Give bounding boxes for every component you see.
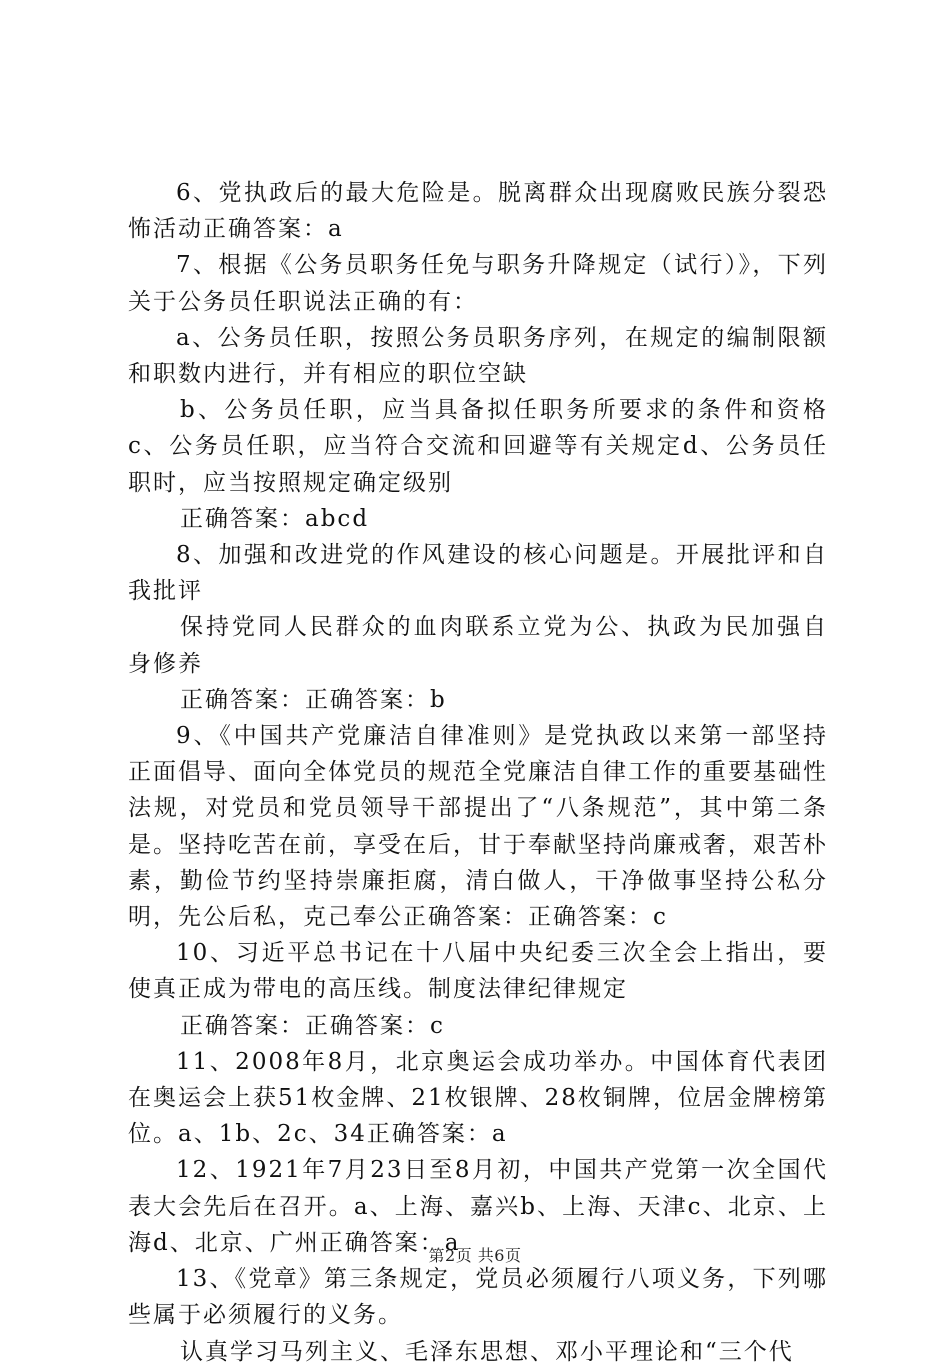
paragraph-q7-options-bcd: b、公务员任职，应当具备拟任职务所要求的条件和资格c、公务员任职，应当符合交流和回避等有关规定d、公务员任职时，应当按照规定确定级别	[128, 397, 828, 496]
paragraph-q7-option-a: a、公务员任职，按照公务员职务序列，在规定的编制限额和职数内进行，并有相应的职位空缺	[128, 324, 828, 388]
paragraph-q7: 7、根据《公务员职务任免与职务升降规定（试行）》，下列关于公务员任职说法正确的有：	[128, 252, 828, 315]
paragraph-q13-option: 认真学习马列主义、毛泽东思想、邓小平理论和“三个代	[180, 1338, 794, 1365]
paragraph-q8-options: 保持党同人民群众的血肉联系立党为公、执政为民加强自身修养	[128, 614, 828, 677]
page-number-footer: 第2页 共6页	[428, 1246, 522, 1265]
paragraph-q13: 13、《党章》第三条规定，党员必须履行八项义务，下列哪些属于必须履行的义务。	[128, 1266, 828, 1329]
paragraph-q11: 11、2008年8月，北京奥运会成功举办。中国体育代表团在奥运会上获51枚金牌、21枚银牌、28枚铜牌，位居金牌榜第位。a、1b、2c、34正确答案：a	[128, 1048, 828, 1148]
paragraph-q6: 6、党执政后的最大危险是。脱离群众出现腐败民族分裂恐怖活动正确答案：a	[128, 180, 828, 243]
document-body	[128, 175, 828, 1370]
paragraph-q12: 12、1921年7月23日至8月初，中国共产党第一次全国代表大会先后在召开。a、上海、嘉兴b、上海、天津c、北京、上海d、北京、广州正确答案：a	[128, 1157, 828, 1256]
paragraph-q7-answer: 正确答案：abcd	[180, 505, 370, 532]
paragraph-q9: 9、《中国共产党廉洁自律准则》是党执政以来第一部坚持正面倡导、面向全体党员的规范全党廉洁自律工作的重要基础性法规，对党员和党员领导干部提出了“八条规范”，其中第二条是。坚持吃苦在前，享受在后，甘于奉献坚持尚廉戒奢，艰苦朴素，勤俭节约坚持崇廉拒腐，清白做人，干净做事坚持公私分明，先公后私，克己奉公正确答案：正确答案：c	[128, 723, 828, 931]
paragraph-q10: 10、习近平总书记在十八届中央纪委三次全会上指出，要使真正成为带电的高压线。制度法律纪律规定	[128, 940, 828, 1003]
paragraph-q10-answer: 正确答案：正确答案：c	[180, 1012, 445, 1039]
paragraph-q8: 8、加强和改进党的作风建设的核心问题是。开展批评和自我批评	[128, 542, 828, 605]
paragraph-q8-answer: 正确答案：正确答案：b	[180, 686, 447, 713]
